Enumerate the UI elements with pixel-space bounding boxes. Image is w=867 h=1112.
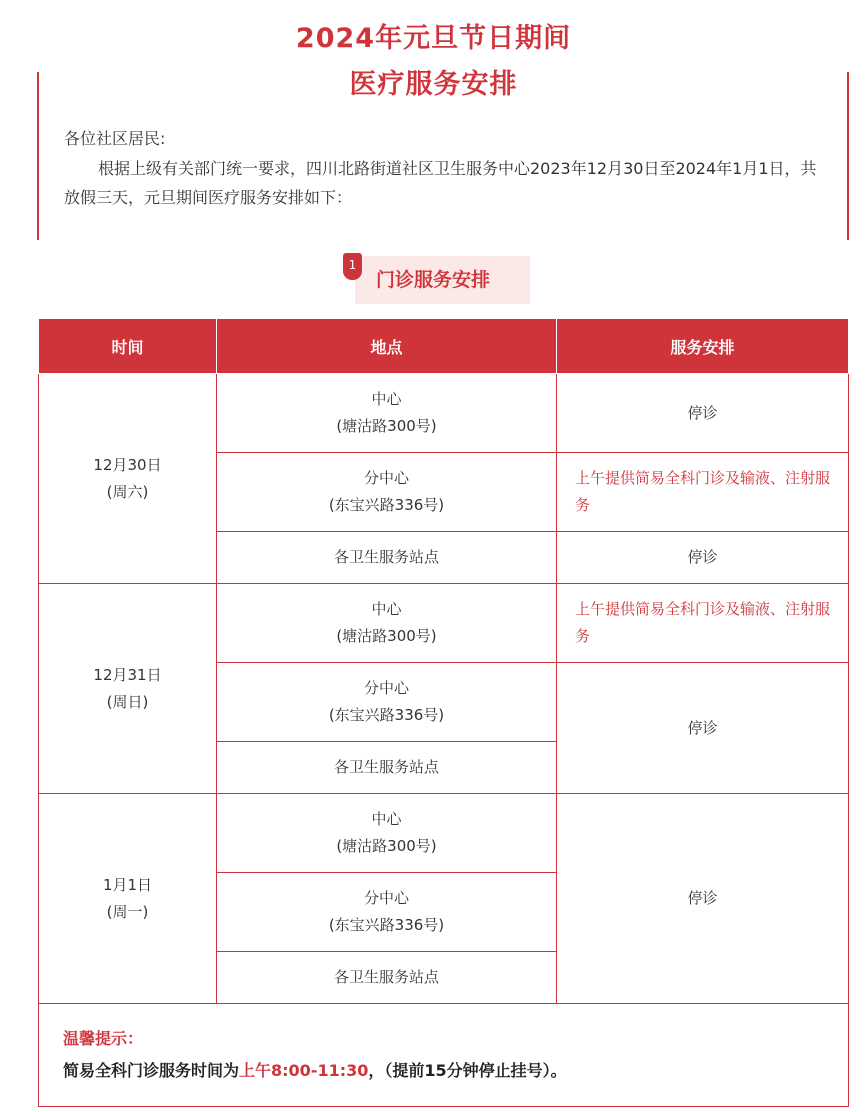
location-name: 中心: [371, 600, 402, 618]
page-title-line2: 医疗服务安排: [349, 69, 518, 100]
page-title-line1: 2024年元旦节日期间: [295, 23, 572, 54]
location-name: 中心: [371, 810, 402, 828]
location-address: (东宝兴路336号): [328, 706, 445, 724]
location-cell: [217, 584, 557, 663]
weekday-text: (周六): [106, 482, 149, 501]
tip-text: [63, 1056, 824, 1086]
section-title: 门诊服务安排: [376, 269, 491, 291]
tip-row: [39, 1004, 849, 1107]
location-cell: [217, 663, 557, 742]
service-cell: 停诊: [557, 794, 849, 1004]
location-name: 中心: [371, 390, 402, 408]
location-cell: 各卫生服务站点: [217, 532, 557, 584]
service-cell: 停诊: [557, 374, 849, 453]
date-text: 12月30日: [93, 455, 162, 474]
table-row: [39, 374, 849, 453]
location-name: 分中心: [363, 889, 409, 907]
schedule-table: [38, 318, 849, 1107]
weekday-text: (周日): [106, 692, 149, 711]
location-address: (塘沽路300号): [336, 837, 437, 855]
service-cell: 停诊: [557, 532, 849, 584]
right-border-line: [847, 72, 849, 240]
intro-paragraph: 根据上级有关部门统一要求，四川北路街道社区卫生服务中心2023年12月30日至2024年1月1日，共放假三天，元旦期间医疗服务安排如下：: [64, 159, 817, 207]
location-address: (塘沽路300号): [336, 417, 437, 435]
header-time: 时间: [39, 319, 217, 374]
date-text: 12月31日: [93, 665, 162, 684]
table-row: [39, 794, 849, 873]
date-text: 1月1日: [102, 875, 153, 894]
date-cell: [39, 374, 217, 584]
tip-prefix: 简易全科门诊服务时间为: [63, 1061, 240, 1080]
location-address: (塘沽路300号): [336, 627, 437, 645]
location-address: (东宝兴路336号): [328, 496, 445, 514]
location-cell: 各卫生服务站点: [217, 742, 557, 794]
location-name: 分中心: [363, 469, 409, 487]
header-service: 服务安排: [557, 319, 849, 374]
service-cell-highlight: 上午提供简易全科门诊及输液、注射服务: [557, 453, 849, 532]
location-cell: [217, 453, 557, 532]
table-row: [39, 584, 849, 663]
date-cell: [39, 584, 217, 794]
tip-suffix: ，（提前15分钟停止挂号）。: [368, 1061, 567, 1080]
location-cell: [217, 374, 557, 453]
location-cell: 各卫生服务站点: [217, 952, 557, 1004]
table-header-row: [39, 319, 849, 374]
location-address: (东宝兴路336号): [328, 916, 445, 934]
location-name: 分中心: [363, 679, 409, 697]
left-border-line: [37, 72, 39, 240]
location-cell: [217, 794, 557, 873]
header-location: 地点: [217, 319, 557, 374]
section-number-badge: 1: [343, 253, 362, 280]
greeting-text: 各位社区居民:: [64, 129, 166, 148]
service-cell-highlight: 上午提供简易全科门诊及输液、注射服务: [557, 584, 849, 663]
date-cell: [39, 794, 217, 1004]
tip-hours-highlight: 上午8:00-11:30: [239, 1061, 369, 1080]
location-cell: [217, 873, 557, 952]
tip-box: [39, 1004, 849, 1107]
tip-title: 温馨提示：: [63, 1029, 144, 1048]
service-cell: 停诊: [557, 663, 849, 794]
weekday-text: (周一): [106, 902, 149, 921]
